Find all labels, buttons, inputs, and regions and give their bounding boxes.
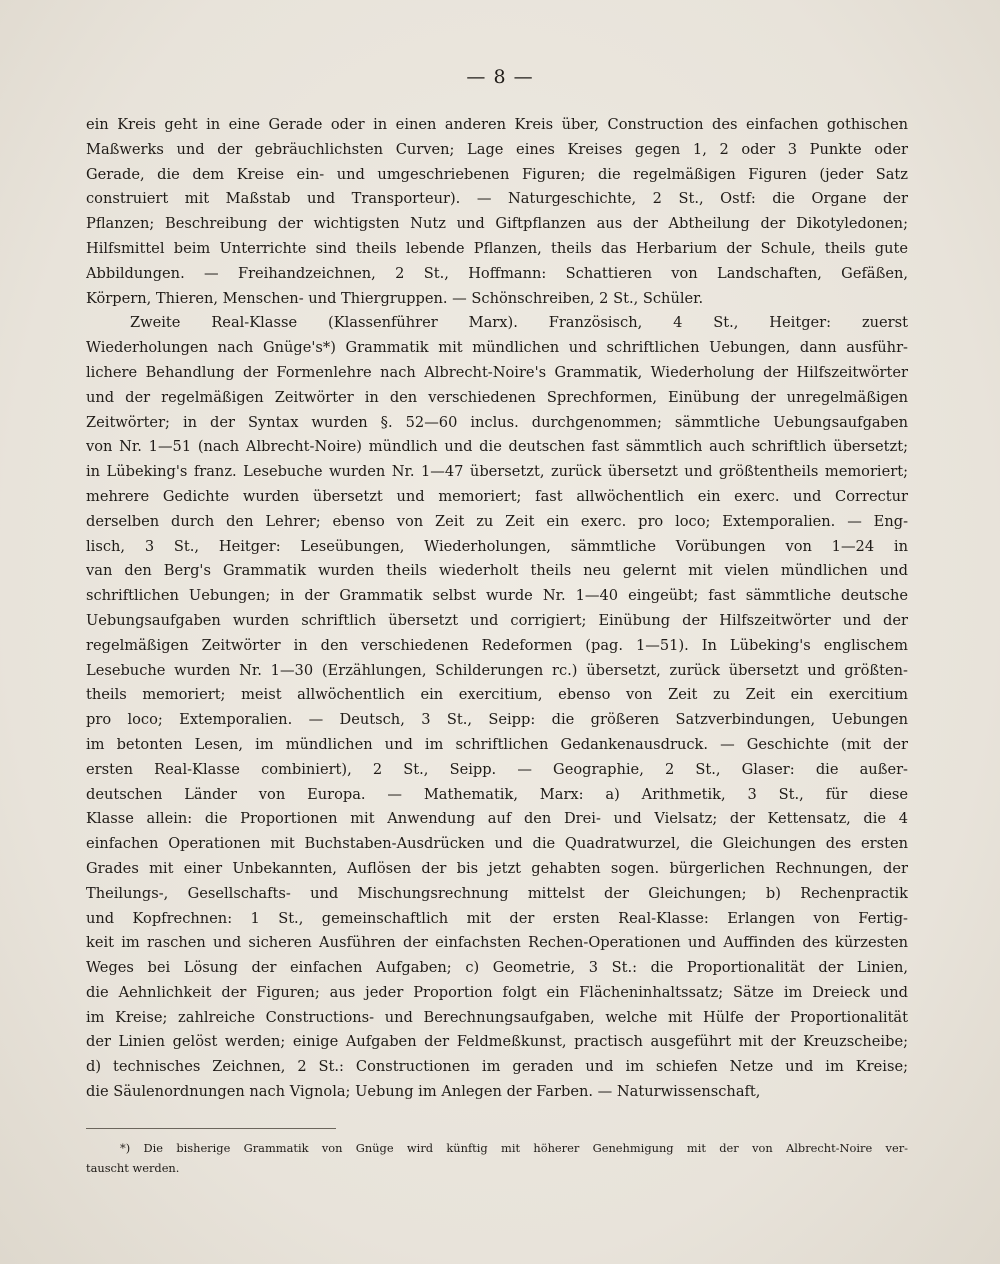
text-line: in Lübeking's franz. Lesebuche wurden Nr. 1—47 übersetzt, zurück übersetzt und größtentheils memoriert; <box>86 463 908 481</box>
text-line: Lesebuche wurden Nr. 1—30 (Erzählungen, Schilderungen rc.) übersetzt, zurück übersetzt und größten- <box>86 661 908 679</box>
text-line: pro loco; Extemporalien. — Deutsch, 3 St., Seipp: die größeren Satzverbindungen, Uebungen <box>86 711 908 729</box>
paragraph-natural-history-drawing <box>86 113 908 311</box>
text-line: derselben durch den Lehrer; ebenso von Zeit zu Zeit ein exerc. pro loco; Extemporalien. — Eng- <box>86 512 908 530</box>
paragraph-second-real-class <box>86 311 908 1105</box>
text-line: lisch, 3 St., Heitger: Leseübungen, Wiederholungen, sämmtliche Vorübungen von 1—24 in <box>86 537 908 555</box>
text-line: Theilungs-, Gesellschafts- und Mischungsrechnung mittelst der Gleichungen; b) Rechenpractik <box>86 884 908 902</box>
text-line: Wiederholungen nach Gnüge's*) Grammatik mit mündlichen und schriftlichen Uebungen, dann ausführ- <box>86 339 908 357</box>
footnote <box>86 1138 908 1178</box>
text-line: von Nr. 1—51 (nach Albrecht-Noire) mündlich und die deutschen fast sämmtlich auch schriftlich übersetzt; <box>86 438 908 456</box>
text-line: theils memoriert; meist allwöchentlich ein exercitium, ebenso von Zeit zu Zeit ein exercitium <box>86 686 908 704</box>
text-line: Pflanzen; Beschreibung der wichtigsten Nutz und Giftpflanzen aus der Abtheilung der Dikotyledonen; <box>86 215 908 233</box>
text-line: regelmäßigen Zeitwörter in den verschiedenen Redeformen (pag. 1—51). In Lübeking's englischem <box>86 636 908 654</box>
text-line: van den Berg's Grammatik wurden theils wiederholt theils neu gelernt mit vielen mündlichen und <box>86 562 908 580</box>
page-number: — 8 — <box>466 66 534 88</box>
text-line: lichere Behandlung der Formenlehre nach Albrecht-Noire's Grammatik, Wiederholung der Hilfszeitwörter <box>86 363 908 381</box>
text-line: Weges bei Lösung der einfachen Aufgaben; c) Geometrie, 3 St.: die Proportionalität der Linien, <box>86 959 908 977</box>
text-line: und Kopfrechnen: 1 St., gemeinschaftlich mit der ersten Real-Klasse: Erlangen von Fertig- <box>86 909 908 927</box>
footnote-line: *) Die bisherige Grammatik von Gnüge wird künftig mit höherer Genehmigung mit der von Albrecht-Noire ver- <box>120 1141 908 1155</box>
text-line: Abbildungen. — Freihandzeichnen, 2 St., Hoffmann: Schattieren von Landschaften, Gefäßen, <box>86 264 908 282</box>
text-line: die Säulenordnungen nach Vignola; Uebung im Anlegen der Farben. — Naturwissenschaft, <box>86 1083 761 1101</box>
text-line: Körpern, Thieren, Menschen- und Thiergruppen. — Schönschreiben, 2 St., Schüler. <box>86 289 704 307</box>
body-text <box>86 113 908 1105</box>
text-line: keit im raschen und sicheren Ausführen der einfachsten Rechen-Operationen und Auffinden des kürzesten <box>86 934 908 952</box>
text-line: einfachen Operationen mit Buchstaben-Ausdrücken und die Quadratwurzel, die Gleichungen des ersten <box>86 835 908 853</box>
text-line: im betonten Lesen, im mündlichen und im schriftlichen Gedankenausdruck. — Geschichte (mit der <box>86 735 908 753</box>
text-line: Klasse allein: die Proportionen mit Anwendung auf den Drei- und Vielsatz; der Kettensatz, die 4 <box>86 810 908 828</box>
text-line: und der regelmäßigen Zeitwörter in den verschiedenen Sprechformen, Einübung der unregelmäßigen <box>86 388 908 406</box>
text-line: mehrere Gedichte wurden übersetzt und memoriert; fast allwöchentlich ein exerc. und Correctur <box>86 487 908 505</box>
text-line: Gerade, die dem Kreise ein- und umgeschriebenen Figuren; die regelmäßigen Figuren (jeder Satz <box>86 165 908 183</box>
text-line: der Linien gelöst werden; einige Aufgaben der Feldmeßkunst, practisch ausgeführt mit der Kreuzscheibe; <box>86 1033 908 1051</box>
text-line: ein Kreis geht in eine Gerade oder in einen anderen Kreis über, Construction des einfachen gothischen <box>86 116 908 133</box>
footnote-line: tauscht werden. <box>86 1161 180 1175</box>
text-line: Maßwerks und der gebräuchlichsten Curven; Lage eines Kreises gegen 1, 2 oder 3 Punkte oder <box>86 140 908 158</box>
text-line: Grades mit einer Unbekannten, Auflösen der bis jetzt gehabten sogen. bürgerlichen Rechnungen, der <box>86 859 908 877</box>
text-line: Zeitwörter; in der Syntax wurden §. 52—60 inclus. durchgenommen; sämmtliche Uebungsaufgaben <box>86 413 908 431</box>
text-line: ersten Real-Klasse combiniert), 2 St., Seipp. — Geographie, 2 St., Glaser: die außer- <box>86 760 908 778</box>
text-line: Hilfsmittel beim Unterrichte sind theils lebende Pflanzen, theils das Herbarium der Schule, theils gute <box>86 239 908 257</box>
text-line: die Aehnlichkeit der Figuren; aus jeder Proportion folgt ein Flächeninhaltssatz; Sätze im Dreieck und <box>86 983 908 1001</box>
text-line: Zweite Real-Klasse (Klassenführer Marx). Französisch, 4 St., Heitger: zuerst <box>130 314 908 332</box>
text-line: d) technisches Zeichnen, 2 St.: Constructionen im geraden und im schiefen Netze und im Kreise; <box>86 1058 908 1076</box>
text-line: schriftlichen Uebungen; in der Grammatik selbst wurde Nr. 1—40 eingeübt; fast sämmtliche deutsche <box>86 587 908 605</box>
text-line: construiert mit Maßstab und Transporteur). — Naturgeschichte, 2 St., Ostf: die Organe der <box>86 190 908 208</box>
text-line: deutschen Länder von Europa. — Mathematik, Marx: a) Arithmetik, 3 St., für diese <box>86 785 908 803</box>
footnote-rule <box>86 1128 336 1129</box>
text-line: im Kreise; zahlreiche Constructions- und Berechnungsaufgaben, welche mit Hülfe der Proportionalität <box>86 1008 908 1026</box>
text-line: Uebungsaufgaben wurden schriftlich übersetzt und corrigiert; Einübung der Hilfszeitwörter und der <box>86 611 908 629</box>
